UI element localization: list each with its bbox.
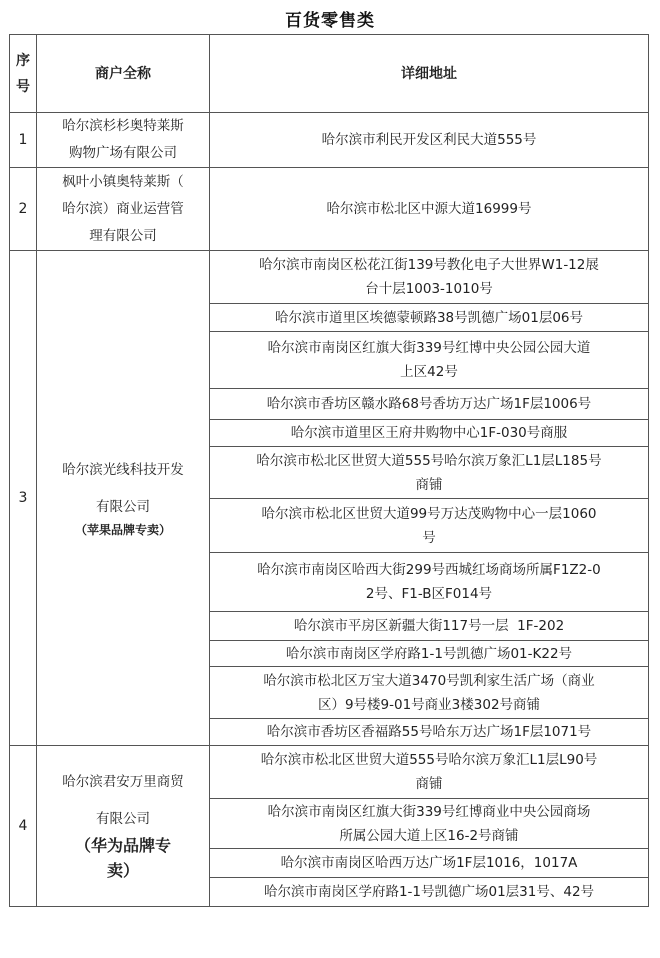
address-line: 哈尔滨市松北区世贸大道555号哈尔滨万象汇L1层L90号 (260, 752, 598, 768)
merchant-name (37, 168, 210, 251)
address-line: 哈尔滨市道里区埃德蒙顿路38号凯德广场01层06号 (274, 309, 584, 326)
address-cell (210, 420, 649, 447)
merchant-name-line: 枫叶小镇奥特莱斯（ (62, 173, 184, 190)
merchant-name (37, 113, 210, 168)
merchant-name-line: 理有限公司 (89, 227, 157, 244)
address-line: 所属公园大道上区16-2号商铺 (339, 827, 519, 844)
address-line: 区）9号楼9-01号商业3楼302号商铺 (317, 696, 541, 713)
merchant-name-line: 有限公司 (96, 499, 150, 515)
brand-note: （苹果品牌专卖） (74, 523, 171, 537)
address-line: 哈尔滨市南岗区红旗大街339号红博中央公园公园大道 (267, 340, 591, 356)
merchant-name-line: 购物广场有限公司 (69, 145, 177, 161)
address-line: 哈尔滨市南岗区红旗大街339号红博商业中央公园商场 (267, 803, 591, 820)
address-line: 台十层1003-1010号 (365, 281, 493, 297)
row-number: 2 (10, 168, 37, 251)
brand-note-line: （华为品牌专 (74, 836, 171, 855)
address-line: 上区42号 (400, 364, 458, 380)
header-seq (10, 35, 37, 113)
address-line: 哈尔滨市松北区万宝大道3470号凯利家生活广场（商业 (263, 672, 595, 689)
merchant-name-line: 有限公司 (96, 811, 150, 827)
address-line: 哈尔滨市松北区世贸大道99号万达茂购物中心一层1060 (261, 505, 597, 522)
merchant-name-line: 哈尔滨君安万里商贸 (62, 774, 184, 790)
address-cell (210, 304, 649, 332)
address-line: 哈尔滨市南岗区松花江街139号教化电子大世界W1-12展 (259, 257, 599, 273)
table-row (10, 168, 649, 251)
address-cell (210, 667, 649, 719)
merchant-table (9, 34, 649, 907)
address-cell (210, 799, 649, 849)
row-number: 4 (10, 746, 37, 907)
brand-note-line: 卖） (106, 861, 139, 880)
address-line: 哈尔滨市香坊区香福路55号哈东万达广场1F层1071号 (266, 724, 592, 740)
address-cell (210, 849, 649, 878)
address-line: 哈尔滨市南岗区学府路1-1号凯德广场01-K22号 (285, 645, 573, 662)
address-line: 哈尔滨市道里区王府井购物中心1F-030号商服 (290, 425, 568, 441)
table-body (10, 113, 649, 907)
address-cell (210, 499, 649, 553)
row-number: 1 (10, 113, 37, 168)
address-line: 2号、F1-B区F014号 (365, 586, 493, 602)
table-header-row (10, 35, 649, 113)
table-row (10, 251, 649, 304)
address-cell (210, 746, 649, 799)
address-line: 哈尔滨市平房区新疆大街117号一层 1F-202 (293, 618, 565, 634)
address-line: 哈尔滨市香坊区赣水路68号香坊万达广场1F层1006号 (266, 396, 592, 412)
header-merchant-name: 商户全称 (37, 35, 210, 113)
row-number: 3 (10, 251, 37, 746)
table-row (10, 746, 649, 799)
address-cell (210, 168, 649, 251)
merchant-name-line: 哈尔滨光线科技开发 (62, 462, 184, 478)
merchant-name (37, 251, 210, 746)
address-cell (210, 612, 649, 641)
header-address: 详细地址 (210, 35, 649, 113)
merchant-name-line: 哈尔滨）商业运营管 (62, 200, 184, 217)
header-seq-label: 序 号 (16, 52, 30, 95)
address-line: 哈尔滨市松北区中源大道16999号 (326, 201, 532, 217)
document-title: 百货零售类 (285, 11, 375, 31)
address-cell (210, 113, 649, 168)
address-line: 哈尔滨市松北区世贸大道555号哈尔滨万象汇L1层L185号 (256, 452, 602, 469)
address-cell (210, 641, 649, 667)
address-line: 哈尔滨市利民开发区利民大道555号 (321, 132, 537, 148)
address-cell (210, 553, 649, 612)
address-cell (210, 878, 649, 907)
merchant-name-line: 哈尔滨杉杉奥特莱斯 (62, 118, 184, 134)
address-cell (210, 447, 649, 499)
address-cell (210, 719, 649, 746)
table-row (10, 113, 649, 168)
address-line: 号 (422, 529, 436, 546)
address-line: 哈尔滨市南岗区学府路1-1号凯德广场01层31号、42号 (263, 884, 595, 900)
address-line: 商铺 (415, 476, 443, 493)
address-line: 商铺 (415, 776, 443, 792)
address-cell (210, 389, 649, 420)
address-line: 哈尔滨市南岗区哈西万达广场1F层1016，1017A (280, 855, 578, 871)
address-cell (210, 251, 649, 304)
address-line: 哈尔滨市南岗区哈西大街299号西城红场商场所属F1Z2-0 (257, 562, 601, 578)
merchant-name (37, 746, 210, 907)
address-cell (210, 332, 649, 389)
